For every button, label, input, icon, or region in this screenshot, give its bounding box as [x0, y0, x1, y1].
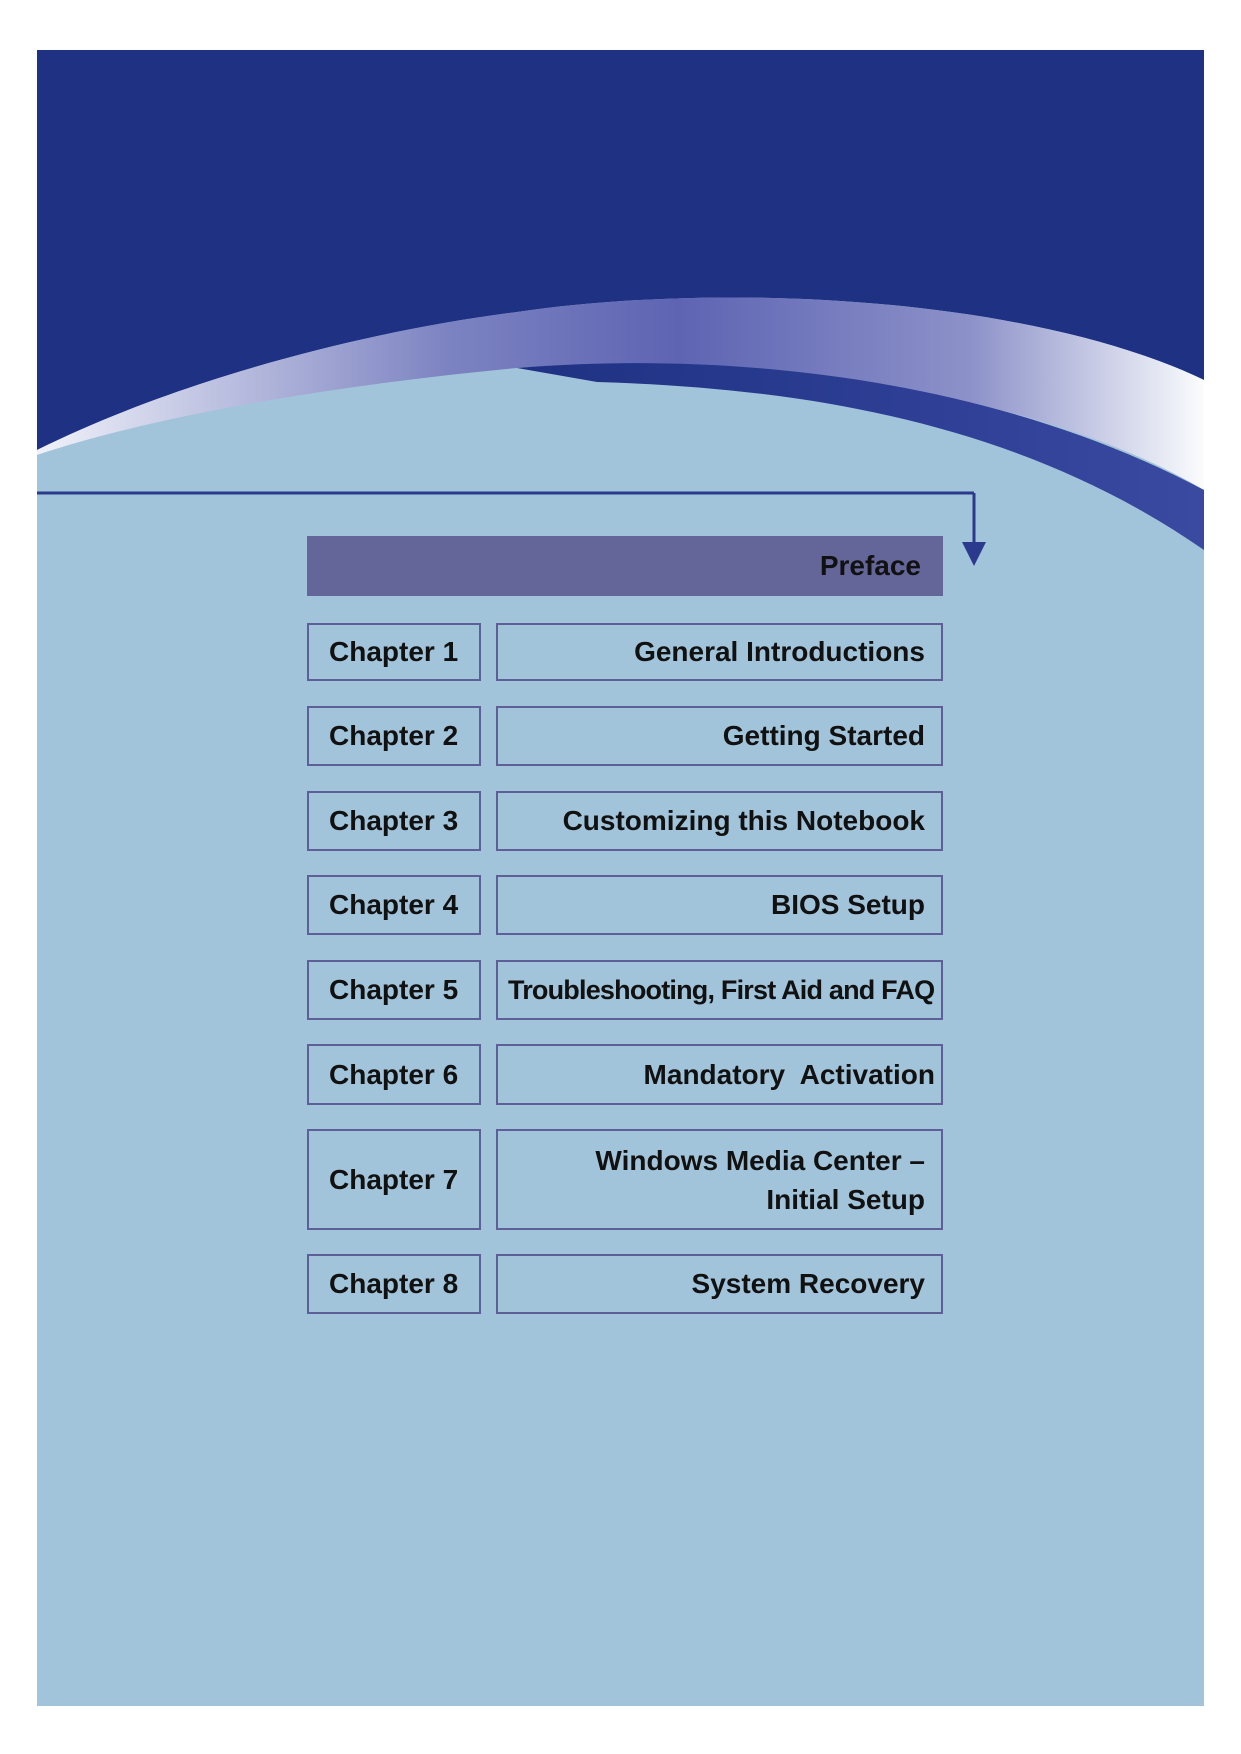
- chapter-label: Chapter 7: [329, 1163, 459, 1195]
- chapter-label: Chapter 3: [329, 805, 459, 836]
- chapter-title: General Introductions: [634, 636, 925, 667]
- chapter-title: Customizing this Notebook: [562, 805, 925, 836]
- chapter-title: Mandatory Activation: [643, 1058, 935, 1090]
- chapter-title-line-2: Initial Setup: [766, 1183, 925, 1215]
- chapter-6-button[interactable]: [307, 1044, 481, 1105]
- chapter-title: Getting Started: [722, 720, 925, 751]
- chapter-2-button[interactable]: [307, 706, 481, 766]
- chapter-3-button[interactable]: [307, 791, 481, 851]
- chapter-label: Chapter 4: [329, 889, 459, 920]
- chapter-title: Troubleshooting, First Aid and FAQ: [508, 974, 935, 1005]
- chapter-7-button[interactable]: [307, 1129, 481, 1230]
- chapter-title: System Recovery: [691, 1268, 925, 1299]
- chapter-label: Chapter 5: [329, 974, 459, 1005]
- cover-panel: [37, 50, 1204, 1706]
- chapter-label: Chapter 1: [329, 636, 459, 667]
- chapter-label: Chapter 2: [329, 720, 459, 751]
- chapter-5-title[interactable]: [496, 960, 943, 1020]
- chapter-3-title[interactable]: [496, 791, 943, 851]
- preface-link[interactable]: [307, 536, 943, 596]
- chapter-8-title[interactable]: [496, 1254, 943, 1314]
- chapter-4-button[interactable]: [307, 875, 481, 935]
- preface-label: Preface: [819, 550, 921, 581]
- chapter-label: Chapter 8: [329, 1268, 459, 1299]
- chapter-6-title[interactable]: [496, 1044, 943, 1105]
- chapter-7-title[interactable]: [496, 1129, 943, 1230]
- chapter-1-button[interactable]: [307, 623, 481, 681]
- chapter-label: Chapter 6: [329, 1058, 459, 1090]
- chapter-title: BIOS Setup: [770, 889, 925, 920]
- chapter-4-title[interactable]: [496, 875, 943, 935]
- chapter-8-button[interactable]: [307, 1254, 481, 1314]
- chapter-1-title[interactable]: [496, 623, 943, 681]
- chapter-5-button[interactable]: [307, 960, 481, 1020]
- chapter-title-line-1: Windows Media Center –: [595, 1144, 925, 1176]
- chapter-2-title[interactable]: [496, 706, 943, 766]
- down-arrow-icon: [962, 542, 986, 566]
